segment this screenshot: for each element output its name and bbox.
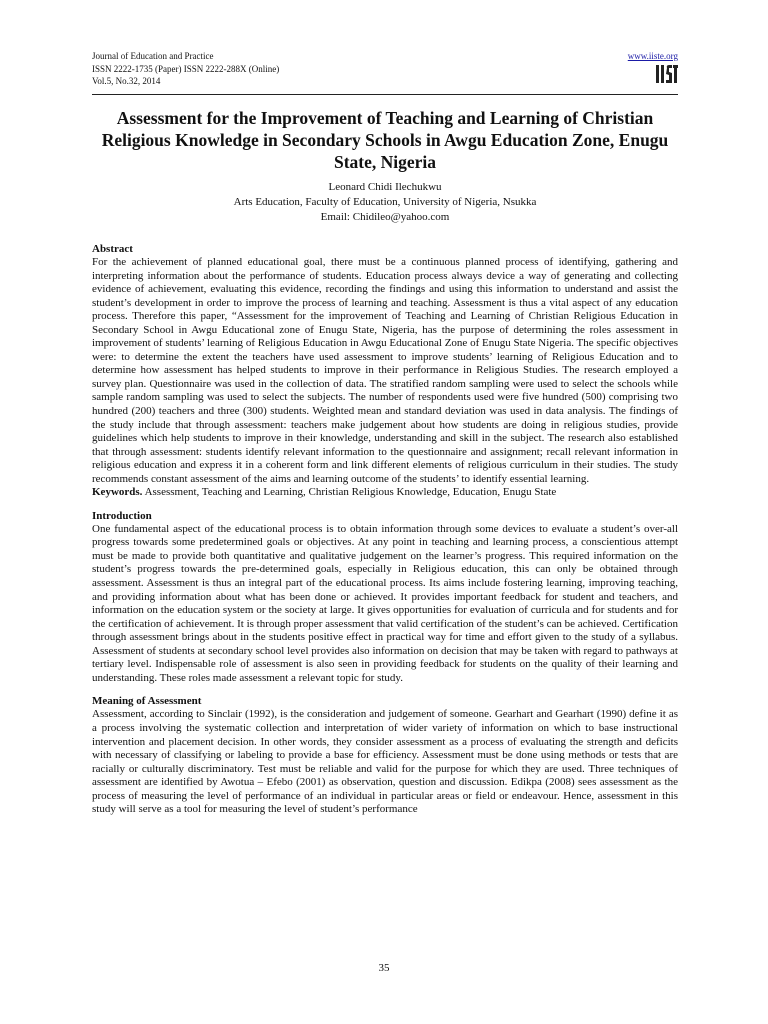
header-divider xyxy=(92,94,678,95)
journal-header-right xyxy=(612,50,678,83)
paper-title: Assessment for the Improvement of Teaching and Learning of Christian Religious Knowledge in Secondary Schools in Awgu Education Zone, Enugu State, Nigeria xyxy=(101,108,669,172)
keywords-label: Keywords. xyxy=(92,486,143,499)
journal-volume: Vol.5, No.32, 2014 xyxy=(92,76,161,86)
page-number: 35 xyxy=(378,962,390,974)
author-name: Leonard Chidi Ilechukwu xyxy=(328,181,442,193)
meaning-text: Assessment, according to Sinclair (1992), is the consideration and judgement of someone. Gearhart and Gearhart (1990) define it as a process involving the systematic collection and interpretation of wider variety of information on which to base instructional intervention and placement decision. In other words, they consider assessment as a process of evaluating the strength and deficits with necessary of classifying or labeling to provide a base for efficiency. Assessment must be done using methods or tests that are racially or culturally discriminatory. Test must be reliable and valid for the purpose for which they are used. Three techniques of assessment are identified by Awotua – Efebo (2001) as observation, question and discussion. Edikpa (2008) sees assessment as the process of measuring the level of performance of an individual in particular areas or field or endeavour. Hence, assessment in this study will serve as a tool for measuring the level of student’s performance xyxy=(92,708,678,816)
journal-issn: ISSN 2222-1735 (Paper) ISSN 2222-288X (Online) xyxy=(92,63,280,74)
iiste-logo-icon xyxy=(656,65,678,83)
journal-url-link[interactable]: www.iiste.org xyxy=(627,51,678,61)
keywords-line xyxy=(92,486,678,500)
journal-header xyxy=(92,50,279,88)
abstract-text: For the achievement of planned educational goal, there must be a continuous planned process of identifying, gathering and interpreting information about the performance of students. Education process always device a way of generating and collecting evidence of achievement, evaluating this evidence, recording the findings and using this information to understand and assist the student’s development in order to improve the process of learning and teaching. Assessment is thus a vital aspect of any education process. Therefore this paper, “Assessment for the improvement of Teaching and Learning of Christian Religious Education in Secondary School in Awgu Educational zone of Enugu State, Nigeria, has the purpose of determining the roles assessment in improvement of students’ learning of Religious Education in Awgu Educational Zone of Enugu State Nigeria. The specific objectives were: to determine the extent the teachers have used assessment to improve students’ learning of Religious Education and to determine how assessment has helped students to improve in their performance in Religious Studies. The research employed a survey plan. Questionnaire was used in the collection of data. The stratified random sampling were used to select the schools while sample random sampling was used to select the subjects. The number of respondents used were five hundred (500) comprising two hundred (200) teachers and three (300) students. Weighted mean and standard deviation was used in data analysis. The findings of the study include that through assessment: teachers make judgement about how students are doing in religious studies, provide guidelines which help students to improve in their knowledge, understanding and skill in the subject. The research also established that through assessment: students identify relevant information to the questionnaire and assignment; recall relevant information in religious education and express it in a coherent form and link different elements of religious curriculum in their studies. The study recommends constant assessment of the aims and learning outcome of the students’ to identify essential learning. xyxy=(92,256,678,485)
introduction-heading: Introduction xyxy=(92,509,152,522)
author-block xyxy=(92,180,678,225)
meaning-heading: Meaning of Assessment xyxy=(92,695,202,708)
abstract-heading: Abstract xyxy=(92,243,133,255)
journal-name: Journal of Education and Practice xyxy=(92,51,214,61)
keywords-text: Assessment, Teaching and Learning, Christian Religious Knowledge, Education, Enugu State xyxy=(142,486,557,499)
paper-body xyxy=(92,242,678,817)
author-affiliation: Arts Education, Faculty of Education, University of Nigeria, Nsukka xyxy=(233,196,537,208)
author-email: Email: Chidileo@yahoo.com xyxy=(320,211,450,223)
introduction-text: One fundamental aspect of the educational process is to obtain information through some devices to evaluate a student’s over-all progress towards some predetermined goals or objectives. At any point in teaching and learning process, a conscientious attempt must be made to provide both quantitative and qualitative judgement on the learner’s progress. This required information on the student’s progress towards the pre-determined goals, especially in Religious education, this can only be obtained through assessment. Assessment is thus an integral part of the educational process. Its aims include fostering learning, improving teaching, and providing information about what has been done or achieved. It provides important feedback for student and teachers, and information on the education system or the society at large. It gives opportunities for evaluation of curricula and for students and for the certification of achievement. It is through proper assessment that valid certification of the student’s can be achieved. Certification through assessment brings about in the students positive effect in practical way for time and effort given to the study of a syllabus. Assessment of students at secondary school level provides also information on decision that may be taken with regard to pathways at tertiary level. Indispensable role of assessment is also seen in providing feedback for students on the quality of their learning and understanding. These roles made assessment a relevant topic for study. xyxy=(92,522,678,684)
